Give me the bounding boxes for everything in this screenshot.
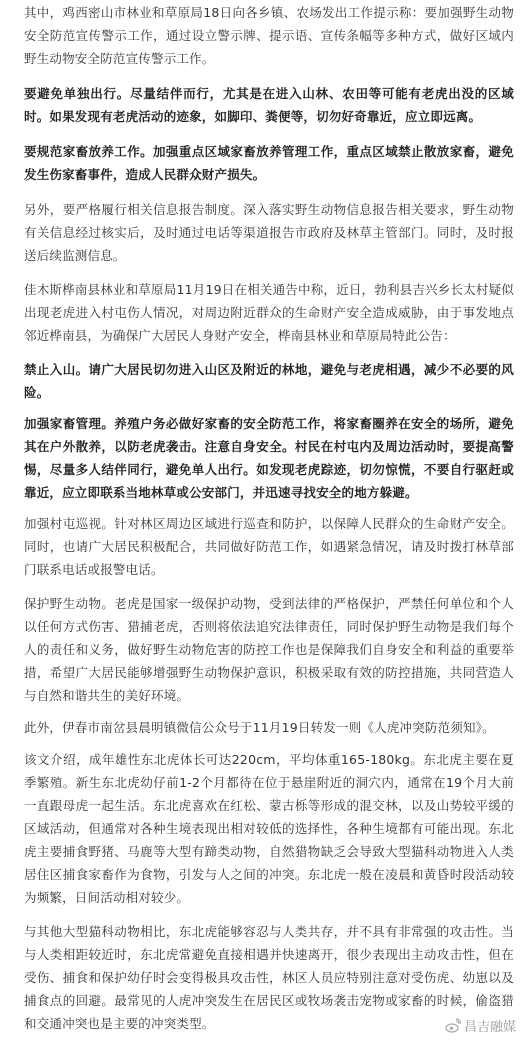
paragraph-1: 其中，鸡西密山市林业和草原局18日向各乡镇、农场发出工作提示称：要加强野生动物安全防范宣传警示工作，通过设立警示牌、提示语、宣传条幅等多种方式，做好区域内野生动物安全防范宣传警示工作。: [24, 5, 514, 66]
weibo-icon: [445, 1018, 461, 1034]
paragraph-6: 禁止入山。请广大居民切勿进入山区及附近的林地，避免与老虎相遇，减少不必要的风险。: [24, 362, 514, 400]
paragraph-3: 要规范家畜放养工作。加强重点区域家畜放养管理工作，重点区域禁止散放家畜，避免发生伤家畜事件，造成人民群众财产损失。: [24, 144, 514, 182]
paragraph-10: 此外，伊春市南岔县晨明镇微信公众号于11月19日转发一则《人虎冲突防范须知》。: [24, 720, 495, 735]
paragraph-12: 与其他大型猫科动物相比，东北虎能够容忍与人类共存，并不具有非常强的攻击性。当与人类相距较近时，东北虎常避免直接相遇并快速离开，很少表现出主动攻击性，但在受伤、捕食和保护幼仔时会变得极具攻击性，林区人员应特别注意对受伤虎、幼崽以及捕食点的回避。最常见的人虎冲突发生在居民区或牧场袭击宠物或家畜的时候，偷盗猎和交通冲突也是主要的冲突类型。: [24, 924, 514, 1031]
paragraph-4: 另外，要严格履行相关信息报告制度。深入落实野生动物信息报告相关要求，野生动物有关信息经过核实后，及时通过电话等渠道报告市政府及林草主管部门。同时，及时报送后续监测信息。: [24, 202, 514, 263]
paragraph-2: 要避免单独出行。尽量结伴而行，尤其是在进入山林、农田等可能有老虎出没的区域时。如果发现有老虎活动的迹象，如脚印、粪便等，切勿好奇靠近，应立即远离。: [24, 86, 514, 124]
watermark-text: 昌吉融媒: [463, 1020, 516, 1035]
source-watermark: [445, 1016, 516, 1035]
paragraph-5: 佳木斯桦南县林业和草原局11月19日在相关通告中称，近日，勃利县吉兴乡长太村疑似出现老虎进入村屯伤人情况，对周边附近群众的生命财产安全造成威胁，由于事发地点邻近桦南县，为确保广大居民人身财产安全，桦南县林业和草原局特此公告：: [24, 282, 514, 343]
paragraph-8: 加强村屯巡视。针对林区周边区域进行巡查和防护，以保障人民群众的生命财产安全。同时，也请广大居民积极配合，共同做好防范工作，如遇紧急情况，请及时拨打林草部门联系电话或报警电话。: [24, 516, 514, 577]
paragraph-11: 该文介绍，成年雄性东北虎体长可达220cm，平均体重165-180kg。东北虎主要在夏季繁殖。新生东北虎幼仔前1-2个月都待在位于悬崖附近的洞穴内，通常在19个月大前一直跟母虎一起生活。东北虎喜欢在红松、蒙古栎等形成的混交林，以及山势较平缓的区域活动，但通常对各种生境表现出相对较低的选择性，各种生境都有可能出现。东北虎主要捕食野猪、马鹿等大型有蹄类动物，自然猎物缺乏会导致大型猫科动物进入人类居住区捕食家畜作为食物，引发与人之间的冲突。东北虎一般在凌晨和黄昏时段活动较为频繁，日间活动相对较少。: [24, 752, 514, 905]
paragraph-7: 加强家畜管理。养殖户务必做好家畜的安全防范工作，将家畜圈养在安全的场所，避免其在户外散养，以防老虎袭击。注意自身安全。村民在村屯内及周边活动时，要提高警惕，尽量多人结伴同行，避免单人出行。如发现老虎踪迹，切勿惊慌，不要自行驱赶或靠近，应立即联系当地林草或公安部门，并迅速寻找安全的地方躲避。: [24, 416, 514, 500]
paragraph-9: 保护野生动物。老虎是国家一级保护动物，受到法律的严格保护，严禁任何单位和个人以任何方式伤害、猎捕老虎，否则将依法追究法律责任，同时保护野生动物是我们每个人的责任和义务，做好野生动物危害的防控工作也是保障我们自身安全和利益的重要举措，希望广大居民能够增强野生动物保护意识，积极采取有效的防控措施，共同营造人与自然和谐共生的美好环境。: [24, 596, 514, 703]
